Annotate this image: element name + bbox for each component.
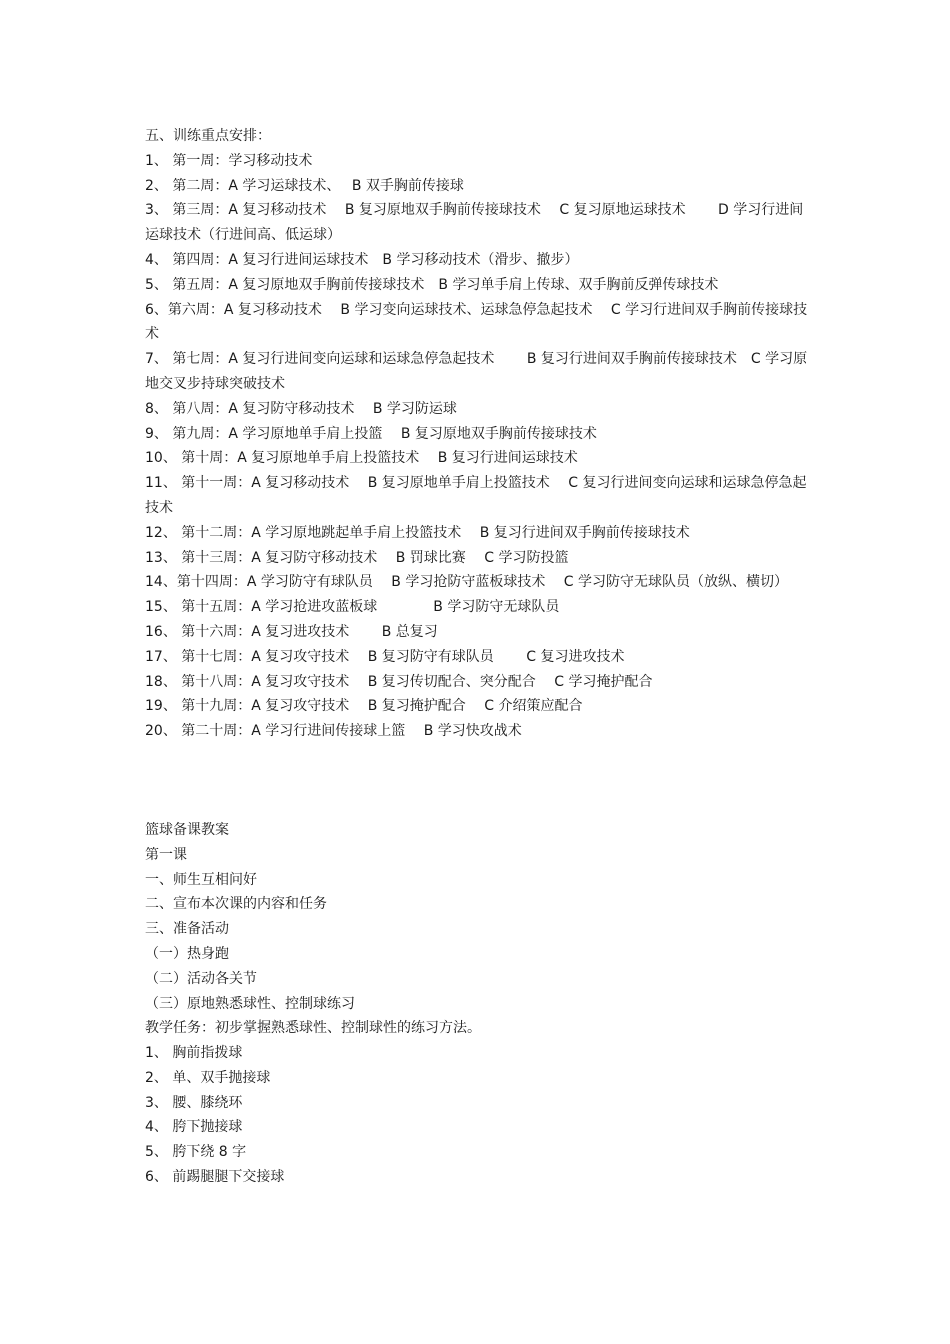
warmup-item-run: （一）热身跑	[145, 945, 229, 962]
warmup-item-joints: （二）活动各关节	[145, 970, 257, 987]
week-8-line: 8、 第八周：A 复习防守移动技术 B 学习防运球	[145, 400, 457, 417]
week-4-line: 4、 第四周：A 复习行进间运球技术 B 学习移动技术（滑步、撤步）	[145, 251, 579, 268]
week-12-line: 12、 第十二周：A 学习原地跳起单手肩上投篮技术 B 复习行进间双手胸前传接球技术	[145, 524, 690, 541]
week-18-line: 18、 第十八周：A 复习攻守技术 B 复习传切配合、突分配合 C 学习掩护配合	[145, 673, 653, 690]
week-7-line: 7、 第七周：A 复习行进间变向运球和运球急停急起技术 B 复习行进间双手胸前传接球技术 C 学习原地交叉步持球突破技术	[145, 351, 808, 392]
training-schedule-heading: 五、训练重点安排：	[145, 128, 271, 144]
lesson-step-greeting: 一、师生互相问好	[145, 871, 257, 888]
lesson-number: 第一课	[145, 846, 187, 863]
week-20-line: 20、 第二十周：A 学习行进间传接球上篮 B 学习快攻战术	[145, 723, 522, 740]
drill-item-4: 4、 胯下抛接球	[145, 1119, 243, 1136]
week-2-line: 2、 第二周：A 学习运球技术、 B 双手胸前传接球	[145, 177, 464, 194]
drill-item-5: 5、 胯下绕 8 字	[145, 1144, 247, 1161]
drill-item-6: 6、 前踢腿腿下交接球	[145, 1169, 285, 1186]
week-5-line: 5、 第五周：A 复习原地双手胸前传接球技术 B 学习单手肩上传球、双手胸前反弹传球技术	[145, 276, 719, 293]
week-1-line: 1、 第一周：学习移动技术	[145, 152, 313, 169]
week-14-line: 14、第十四周：A 学习防守有球队员 B 学习抢防守蓝板球技术 C 学习防守无球队员（放纵、横切）	[145, 574, 789, 591]
warmup-item-ball-control: （三）原地熟悉球性、控制球练习	[145, 995, 355, 1012]
section-spacer	[145, 744, 810, 818]
document-content	[145, 124, 810, 1190]
week-17-line: 17、 第十七周：A 复习攻守技术 B 复习防守有球队员 C 复习进攻技术	[145, 648, 625, 665]
lesson-step-announce: 二、宣布本次课的内容和任务	[145, 896, 327, 913]
teaching-task: 教学任务：初步掌握熟悉球性、控制球性的练习方法。	[145, 1020, 481, 1037]
training-schedule-section	[145, 124, 810, 744]
week-11-line: 11、 第十一周：A 复习移动技术 B 复习原地单手肩上投篮技术 C 复习行进间变向运球和运球急停急起技术	[145, 475, 807, 516]
week-19-line: 19、 第十九周：A 复习攻守技术 B 复习掩护配合 C 介绍策应配合	[145, 698, 583, 715]
drill-item-3: 3、 腰、膝绕环	[145, 1094, 243, 1111]
lesson-step-warmup: 三、准备活动	[145, 921, 229, 938]
week-16-line: 16、 第十六周：A 复习进攻技术 B 总复习	[145, 623, 438, 640]
lesson-plan-title: 篮球备课教案	[145, 821, 229, 838]
lesson-plan-section	[145, 818, 810, 1190]
drill-item-2: 2、 单、双手抛接球	[145, 1069, 271, 1086]
week-3-line: 3、 第三周：A 复习移动技术 B 复习原地双手胸前传接球技术 C 复习原地运球技术 D 学习行进间运球技术（行进间高、低运球）	[145, 202, 804, 244]
week-9-line: 9、 第九周：A 学习原地单手肩上投篮 B 复习原地双手胸前传接球技术	[145, 425, 597, 442]
drill-item-1: 1、 胸前指拨球	[145, 1045, 243, 1062]
week-15-line: 15、 第十五周：A 学习抢进攻蓝板球 B 学习防守无球队员	[145, 599, 560, 616]
week-13-line: 13、 第十三周：A 复习防守移动技术 B 罚球比赛 C 学习防投篮	[145, 549, 569, 566]
week-6-line: 6、第六周：A 复习移动技术 B 学习变向运球技术、运球急停急起技术 C 学习行进间双手胸前传接球技术	[145, 301, 808, 343]
week-10-line: 10、 第十周：A 复习原地单手肩上投篮技术 B 复习行进间运球技术	[145, 450, 578, 467]
